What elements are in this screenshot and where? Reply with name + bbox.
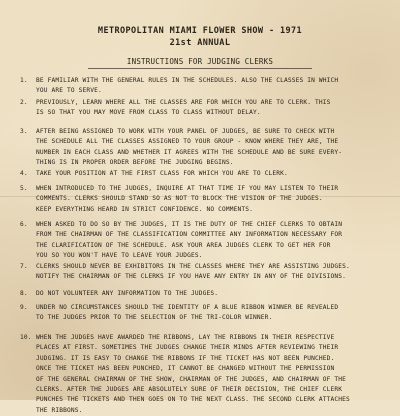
- instruction-number: 5.: [20, 185, 28, 192]
- instruction-line: WHEN THE JUDGES HAVE AWARDED THE RIBBONS, LAY THE RIBBONS IN THEIR RESPECTIVE: [36, 334, 335, 341]
- instruction-line: CLERKS. AFTER THE JUDGES ARE ABSOLUTELY SURE OF THEIR DECISION, THE CHIEF CLERK: [36, 386, 343, 394]
- instruction-line: DO NOT VOLUNTEER ANY INFORMATION TO THE JUDGES.: [36, 290, 219, 297]
- instruction-line: YOU ARE TO SERVE.: [36, 87, 102, 95]
- instruction-line: NUMBER IN EACH CLASS AND WHETHER IT AGREES WITH THE SCHEDULE AND BE SURE EVERY-: [36, 148, 343, 156]
- instruction-line: PLACES AT FIRST. SOMETIMES THE JUDGES CHANGE THEIR MINDS AFTER REVIEWING THEIR: [36, 344, 339, 352]
- instruction-line: THE RIBBONS.: [36, 406, 83, 414]
- instruction-number: 9.: [20, 304, 28, 311]
- instruction-number: 10.: [20, 334, 32, 341]
- instruction-number: 8.: [20, 290, 28, 297]
- instruction-line: BE FAMILIAR WITH THE GENERAL RULES IN THE SCHEDULES. ALSO THE CLASSES IN WHICH: [36, 77, 339, 84]
- instruction-number: 7.: [20, 263, 28, 270]
- instruction-line: UNDER NO CIRCUMSTANCES SHOULD THE IDENTITY OF A BLUE RIBBON WINNER BE REVEALED: [36, 304, 339, 311]
- instruction-number: 6.: [20, 221, 28, 228]
- instruction-number: 1.: [20, 77, 28, 84]
- instruction-number: 3.: [20, 128, 28, 135]
- instruction-text: [36, 303, 392, 324]
- instruction-text: [36, 262, 392, 283]
- instruction-line: IS SO THAT YOU MAY MOVE FROM CLASS TO CLASS WITHOUT DELAY.: [36, 109, 261, 117]
- instruction-text: [36, 76, 392, 97]
- heading-underline: [88, 68, 312, 69]
- instruction-text: [36, 98, 392, 119]
- instruction-line: ONCE THE TICKET HAS BEEN PUNCHED, IT CANNOT BE CHANGED WITHOUT THE PERMISSION: [36, 365, 335, 373]
- instruction-line: THE SCHEDULE ALL THE CLASSES ASSIGNED TO YOUR GROUP - KNOW WHERE THEY ARE, THE: [36, 138, 339, 146]
- instruction-line: COMMENTS. CLERKS SHOULD STAND SO AS NOT TO BLOCK THE VISION OF THE JUDGES.: [36, 195, 323, 203]
- instruction-number: 4.: [20, 170, 28, 177]
- instruction-line: FROM THE CHAIRMAN OF THE CLASSIFICATION COMMITTEE ANY INFORMATION NECESSARY FOR: [36, 231, 343, 239]
- instruction-line: AFTER BEING ASSIGNED TO WORK WITH YOUR PANEL OF JUDGES, BE SURE TO CHECK WITH: [36, 128, 335, 135]
- instruction-text: [36, 333, 392, 416]
- instruction-line: PUNCHES THE TICKETS AND THEN GOES ON TO THE NEXT CLASS. THE SECOND CLERK ATTACHES: [36, 396, 350, 404]
- instruction-text: [36, 184, 392, 215]
- document-title: METROPOLITAN MIAMI FLOWER SHOW - 1971: [97, 26, 303, 36]
- instruction-line: YOU SO YOU WON'T HAVE TO LEAVE YOUR JUDGES.: [36, 252, 203, 260]
- annual-label: 21st ANNUAL: [169, 38, 231, 48]
- instruction-text: [36, 220, 392, 262]
- instruction-text: [36, 127, 392, 169]
- instruction-line: JUDGING. IT IS EASY TO CHANGE THE RIBBONS IF THE TICKET HAS NOT BEEN PUNCHED.: [36, 354, 335, 362]
- instruction-number: 2.: [20, 99, 28, 106]
- instruction-line: TAKE YOUR POSITION AT THE FIRST CLASS FOR WHICH YOU ARE TO CLERK.: [36, 170, 288, 177]
- instruction-text: [36, 169, 392, 179]
- instruction-line: WHEN ASKED TO DO SO BY THE JUDGES, IT IS THE DUTY OF THE CHIEF CLERKS TO OBTAIN: [36, 221, 343, 228]
- instruction-line: CLERKS SHOULD NEVER BE EXHIBITORS IN THE CLASSES WHERE THEY ARE ASSISTING JUDGES.: [36, 263, 350, 270]
- instructions-heading: INSTRUCTIONS FOR JUDGING CLERKS: [126, 57, 274, 66]
- instruction-line: PREVIOUSLY, LEARN WHERE ALL THE CLASSES ARE FOR WHICH YOU ARE TO CLERK. THIS: [36, 99, 331, 106]
- instruction-line: THING IS IN PROPER ORDER BEFORE THE JUDGING BEGINS.: [36, 159, 234, 167]
- instruction-line: THE CLARIFICATION OF THE SCHEDULE. ASK YOUR AREA JUDGES CLERK TO GET HER FOR: [36, 241, 331, 249]
- instruction-line: WHEN INTRODUCED TO THE JUDGES, INQUIRE AT THAT TIME IF YOU MAY LISTEN TO THEIR: [36, 185, 339, 192]
- instruction-text: [36, 289, 392, 299]
- instruction-line: KEEP EVERYTHING HEARD IN STRICT CONFIDENCE. NO COMMENTS.: [36, 205, 254, 213]
- instruction-line: NOTIFY THE CHAIRMAN OF THE CLERKS IF YOU HAVE ANY ENTRY IN ANY OF THE DIVISIONS.: [36, 273, 347, 281]
- instruction-line: TO THE JUDGES PRIOR TO THE SELECTION OF THE TRI-COLOR WINNER.: [36, 314, 273, 322]
- instruction-line: OF THE GENERAL CHAIRMAN OF THE SHOW, CHAIRMAN OF THE JUDGES, AND CHAIRMAN OF THE: [36, 375, 347, 383]
